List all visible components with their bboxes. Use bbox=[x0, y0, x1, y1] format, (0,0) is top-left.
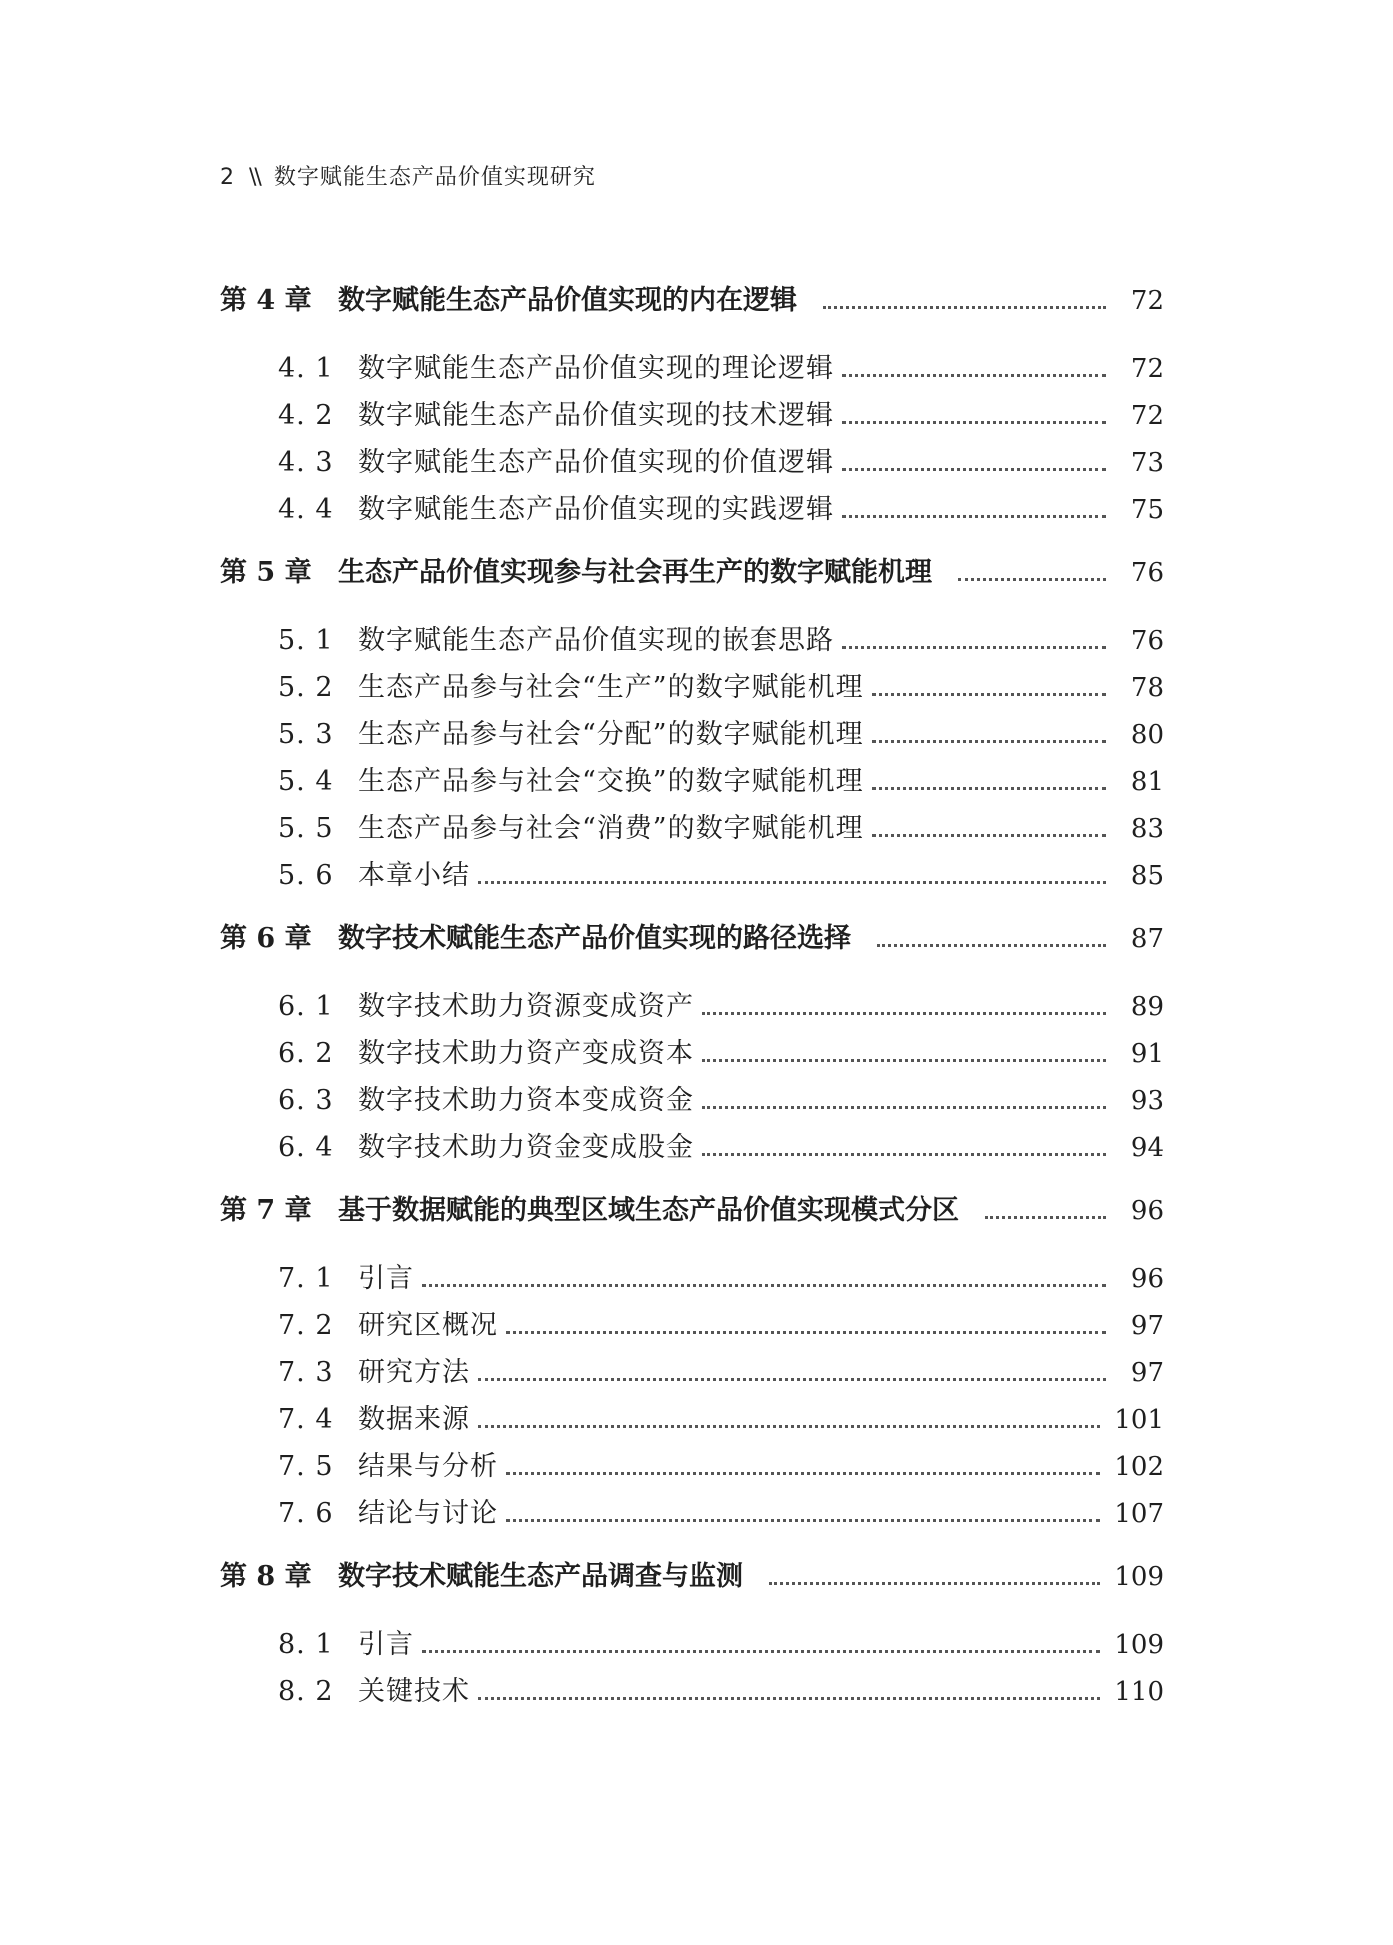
chapter-page: 109 bbox=[1114, 1562, 1164, 1592]
chapter-block bbox=[220, 278, 1164, 534]
section-title: 数据来源 bbox=[358, 1404, 470, 1435]
section-title: 研究方法 bbox=[358, 1357, 470, 1388]
chapter-block bbox=[220, 1554, 1164, 1716]
section-entry[interactable] bbox=[220, 1303, 1164, 1350]
section-entry[interactable] bbox=[220, 1350, 1164, 1397]
section-entry[interactable] bbox=[220, 393, 1164, 440]
chapter-block bbox=[220, 916, 1164, 1172]
section-entry[interactable] bbox=[220, 1622, 1164, 1669]
section-title: 生态产品参与社会“消费”的数字赋能机理 bbox=[358, 813, 864, 844]
section-entry[interactable] bbox=[220, 1444, 1164, 1491]
section-page: 89 bbox=[1130, 992, 1164, 1022]
dot-leader bbox=[702, 1012, 1106, 1015]
section-number: 5. 5 bbox=[278, 813, 334, 844]
section-list bbox=[220, 984, 1164, 1172]
section-title: 数字技术助力资金变成股金 bbox=[358, 1132, 694, 1163]
chapter-entry[interactable] bbox=[220, 550, 1164, 598]
section-entry[interactable] bbox=[220, 1397, 1164, 1444]
section-title: 引言 bbox=[358, 1263, 414, 1294]
section-entry[interactable] bbox=[220, 1669, 1164, 1716]
section-title: 数字赋能生态产品价值实现的嵌套思路 bbox=[358, 625, 834, 656]
section-title: 数字赋能生态产品价值实现的实践逻辑 bbox=[358, 494, 834, 525]
chapter-page: 72 bbox=[1130, 286, 1164, 316]
section-title: 数字赋能生态产品价值实现的技术逻辑 bbox=[358, 400, 834, 431]
dot-leader bbox=[877, 944, 1106, 947]
chapter-entry[interactable] bbox=[220, 1188, 1164, 1236]
chapter-block bbox=[220, 550, 1164, 900]
section-page: 93 bbox=[1130, 1086, 1164, 1116]
section-number: 7. 5 bbox=[278, 1451, 334, 1482]
section-page: 72 bbox=[1130, 354, 1164, 384]
section-number: 6. 1 bbox=[278, 991, 334, 1022]
dot-leader bbox=[506, 1519, 1100, 1522]
section-title: 引言 bbox=[358, 1629, 414, 1660]
dot-leader bbox=[478, 1378, 1106, 1381]
section-entry[interactable] bbox=[220, 346, 1164, 393]
section-list bbox=[220, 1622, 1164, 1716]
section-title: 数字技术助力资产变成资本 bbox=[358, 1038, 694, 1069]
dot-leader bbox=[872, 834, 1106, 837]
section-number: 7. 1 bbox=[278, 1263, 334, 1294]
section-title: 研究区概况 bbox=[358, 1310, 498, 1341]
chapter-entry[interactable] bbox=[220, 278, 1164, 326]
section-number: 5. 2 bbox=[278, 672, 334, 703]
dot-leader bbox=[478, 1425, 1100, 1428]
section-page: 81 bbox=[1130, 767, 1164, 797]
section-number: 7. 6 bbox=[278, 1498, 334, 1529]
dot-leader bbox=[872, 787, 1106, 790]
section-number: 4. 4 bbox=[278, 494, 334, 525]
section-page: 97 bbox=[1130, 1311, 1164, 1341]
section-number: 5. 1 bbox=[278, 625, 334, 656]
chapter-block bbox=[220, 1188, 1164, 1538]
dot-leader bbox=[985, 1216, 1106, 1219]
section-number: 5. 3 bbox=[278, 719, 334, 750]
chapter-page: 87 bbox=[1130, 924, 1164, 954]
dot-leader bbox=[478, 881, 1106, 884]
section-page: 94 bbox=[1130, 1133, 1164, 1163]
section-title: 数字赋能生态产品价值实现的理论逻辑 bbox=[358, 353, 834, 384]
dot-leader bbox=[842, 421, 1106, 424]
section-entry[interactable] bbox=[220, 1078, 1164, 1125]
section-entry[interactable] bbox=[220, 1491, 1164, 1538]
section-page: 76 bbox=[1130, 626, 1164, 656]
section-page: 75 bbox=[1130, 495, 1164, 525]
section-title: 数字技术助力资源变成资产 bbox=[358, 991, 694, 1022]
section-title: 生态产品参与社会“分配”的数字赋能机理 bbox=[358, 719, 864, 750]
section-page: 85 bbox=[1130, 861, 1164, 891]
section-entry[interactable] bbox=[220, 1031, 1164, 1078]
chapter-page: 76 bbox=[1130, 558, 1164, 588]
section-page: 96 bbox=[1130, 1264, 1164, 1294]
section-title: 结果与分析 bbox=[358, 1451, 498, 1482]
chapter-title: 生态产品价值实现参与社会再生产的数字赋能机理 bbox=[338, 557, 932, 588]
section-page: 91 bbox=[1130, 1039, 1164, 1069]
chapter-entry[interactable] bbox=[220, 1554, 1164, 1602]
section-number: 6. 2 bbox=[278, 1038, 334, 1069]
running-head-separator: \\ bbox=[249, 165, 260, 190]
dot-leader bbox=[702, 1059, 1106, 1062]
section-list bbox=[220, 618, 1164, 900]
section-number: 5. 6 bbox=[278, 860, 334, 891]
section-page: 101 bbox=[1114, 1405, 1164, 1435]
section-title: 生态产品参与社会“交换”的数字赋能机理 bbox=[358, 766, 864, 797]
chapter-title: 数字赋能生态产品价值实现的内在逻辑 bbox=[338, 285, 797, 316]
running-head bbox=[220, 160, 596, 191]
section-page: 80 bbox=[1130, 720, 1164, 750]
section-page: 102 bbox=[1114, 1452, 1164, 1482]
section-page: 109 bbox=[1114, 1630, 1164, 1660]
chapter-number: 第 5 章 bbox=[220, 557, 312, 588]
section-number: 8. 2 bbox=[278, 1676, 334, 1707]
chapter-page: 96 bbox=[1130, 1196, 1164, 1226]
section-entry[interactable] bbox=[220, 759, 1164, 806]
section-title: 数字技术助力资本变成资金 bbox=[358, 1085, 694, 1116]
section-entry[interactable] bbox=[220, 618, 1164, 665]
dot-leader bbox=[842, 374, 1106, 377]
section-number: 6. 4 bbox=[278, 1132, 334, 1163]
section-list bbox=[220, 1256, 1164, 1538]
dot-leader bbox=[422, 1650, 1100, 1653]
section-page: 97 bbox=[1130, 1358, 1164, 1388]
section-number: 4. 1 bbox=[278, 353, 334, 384]
dot-leader bbox=[872, 693, 1106, 696]
section-entry[interactable] bbox=[220, 1256, 1164, 1303]
section-title: 生态产品参与社会“生产”的数字赋能机理 bbox=[358, 672, 864, 703]
chapter-number: 第 4 章 bbox=[220, 285, 312, 316]
section-page: 110 bbox=[1114, 1677, 1164, 1707]
section-list bbox=[220, 346, 1164, 534]
section-entry[interactable] bbox=[220, 853, 1164, 900]
section-number: 4. 3 bbox=[278, 447, 334, 478]
dot-leader bbox=[842, 646, 1106, 649]
dot-leader bbox=[702, 1106, 1106, 1109]
section-page: 73 bbox=[1130, 448, 1164, 478]
section-title: 数字赋能生态产品价值实现的价值逻辑 bbox=[358, 447, 834, 478]
dot-leader bbox=[478, 1697, 1100, 1700]
chapter-title: 基于数据赋能的典型区域生态产品价值实现模式分区 bbox=[338, 1195, 959, 1226]
chapter-title: 数字技术赋能生态产品价值实现的路径选择 bbox=[338, 923, 851, 954]
chapter-title: 数字技术赋能生态产品调查与监测 bbox=[338, 1561, 743, 1592]
dot-leader bbox=[823, 306, 1106, 309]
section-number: 8. 1 bbox=[278, 1629, 334, 1660]
section-page: 107 bbox=[1114, 1499, 1164, 1529]
dot-leader bbox=[506, 1331, 1106, 1334]
section-number: 6. 3 bbox=[278, 1085, 334, 1116]
section-entry[interactable] bbox=[220, 440, 1164, 487]
chapter-number: 第 7 章 bbox=[220, 1195, 312, 1226]
section-entry[interactable] bbox=[220, 487, 1164, 534]
section-page: 72 bbox=[1130, 401, 1164, 431]
section-title: 关键技术 bbox=[358, 1676, 470, 1707]
dot-leader bbox=[872, 740, 1106, 743]
section-title: 本章小结 bbox=[358, 860, 470, 891]
section-entry[interactable] bbox=[220, 984, 1164, 1031]
section-entry[interactable] bbox=[220, 1125, 1164, 1172]
section-number: 7. 4 bbox=[278, 1404, 334, 1435]
section-page: 78 bbox=[1130, 673, 1164, 703]
dot-leader bbox=[702, 1153, 1106, 1156]
dot-leader bbox=[769, 1582, 1100, 1585]
chapter-number: 第 6 章 bbox=[220, 923, 312, 954]
dot-leader bbox=[842, 468, 1106, 471]
page-number: 2 bbox=[220, 165, 235, 190]
section-entry[interactable] bbox=[220, 665, 1164, 712]
section-number: 7. 2 bbox=[278, 1310, 334, 1341]
book-title: 数字赋能生态产品价值实现研究 bbox=[273, 165, 596, 190]
chapter-number: 第 8 章 bbox=[220, 1561, 312, 1592]
section-number: 4. 2 bbox=[278, 400, 334, 431]
section-entry[interactable] bbox=[220, 806, 1164, 853]
section-number: 5. 4 bbox=[278, 766, 334, 797]
table-of-contents bbox=[220, 278, 1164, 1716]
chapter-entry[interactable] bbox=[220, 916, 1164, 964]
section-entry[interactable] bbox=[220, 712, 1164, 759]
dot-leader bbox=[506, 1472, 1100, 1475]
section-number: 7. 3 bbox=[278, 1357, 334, 1388]
dot-leader bbox=[842, 515, 1106, 518]
section-title: 结论与讨论 bbox=[358, 1498, 498, 1529]
section-page: 83 bbox=[1130, 814, 1164, 844]
dot-leader bbox=[422, 1284, 1106, 1287]
dot-leader bbox=[958, 578, 1106, 581]
